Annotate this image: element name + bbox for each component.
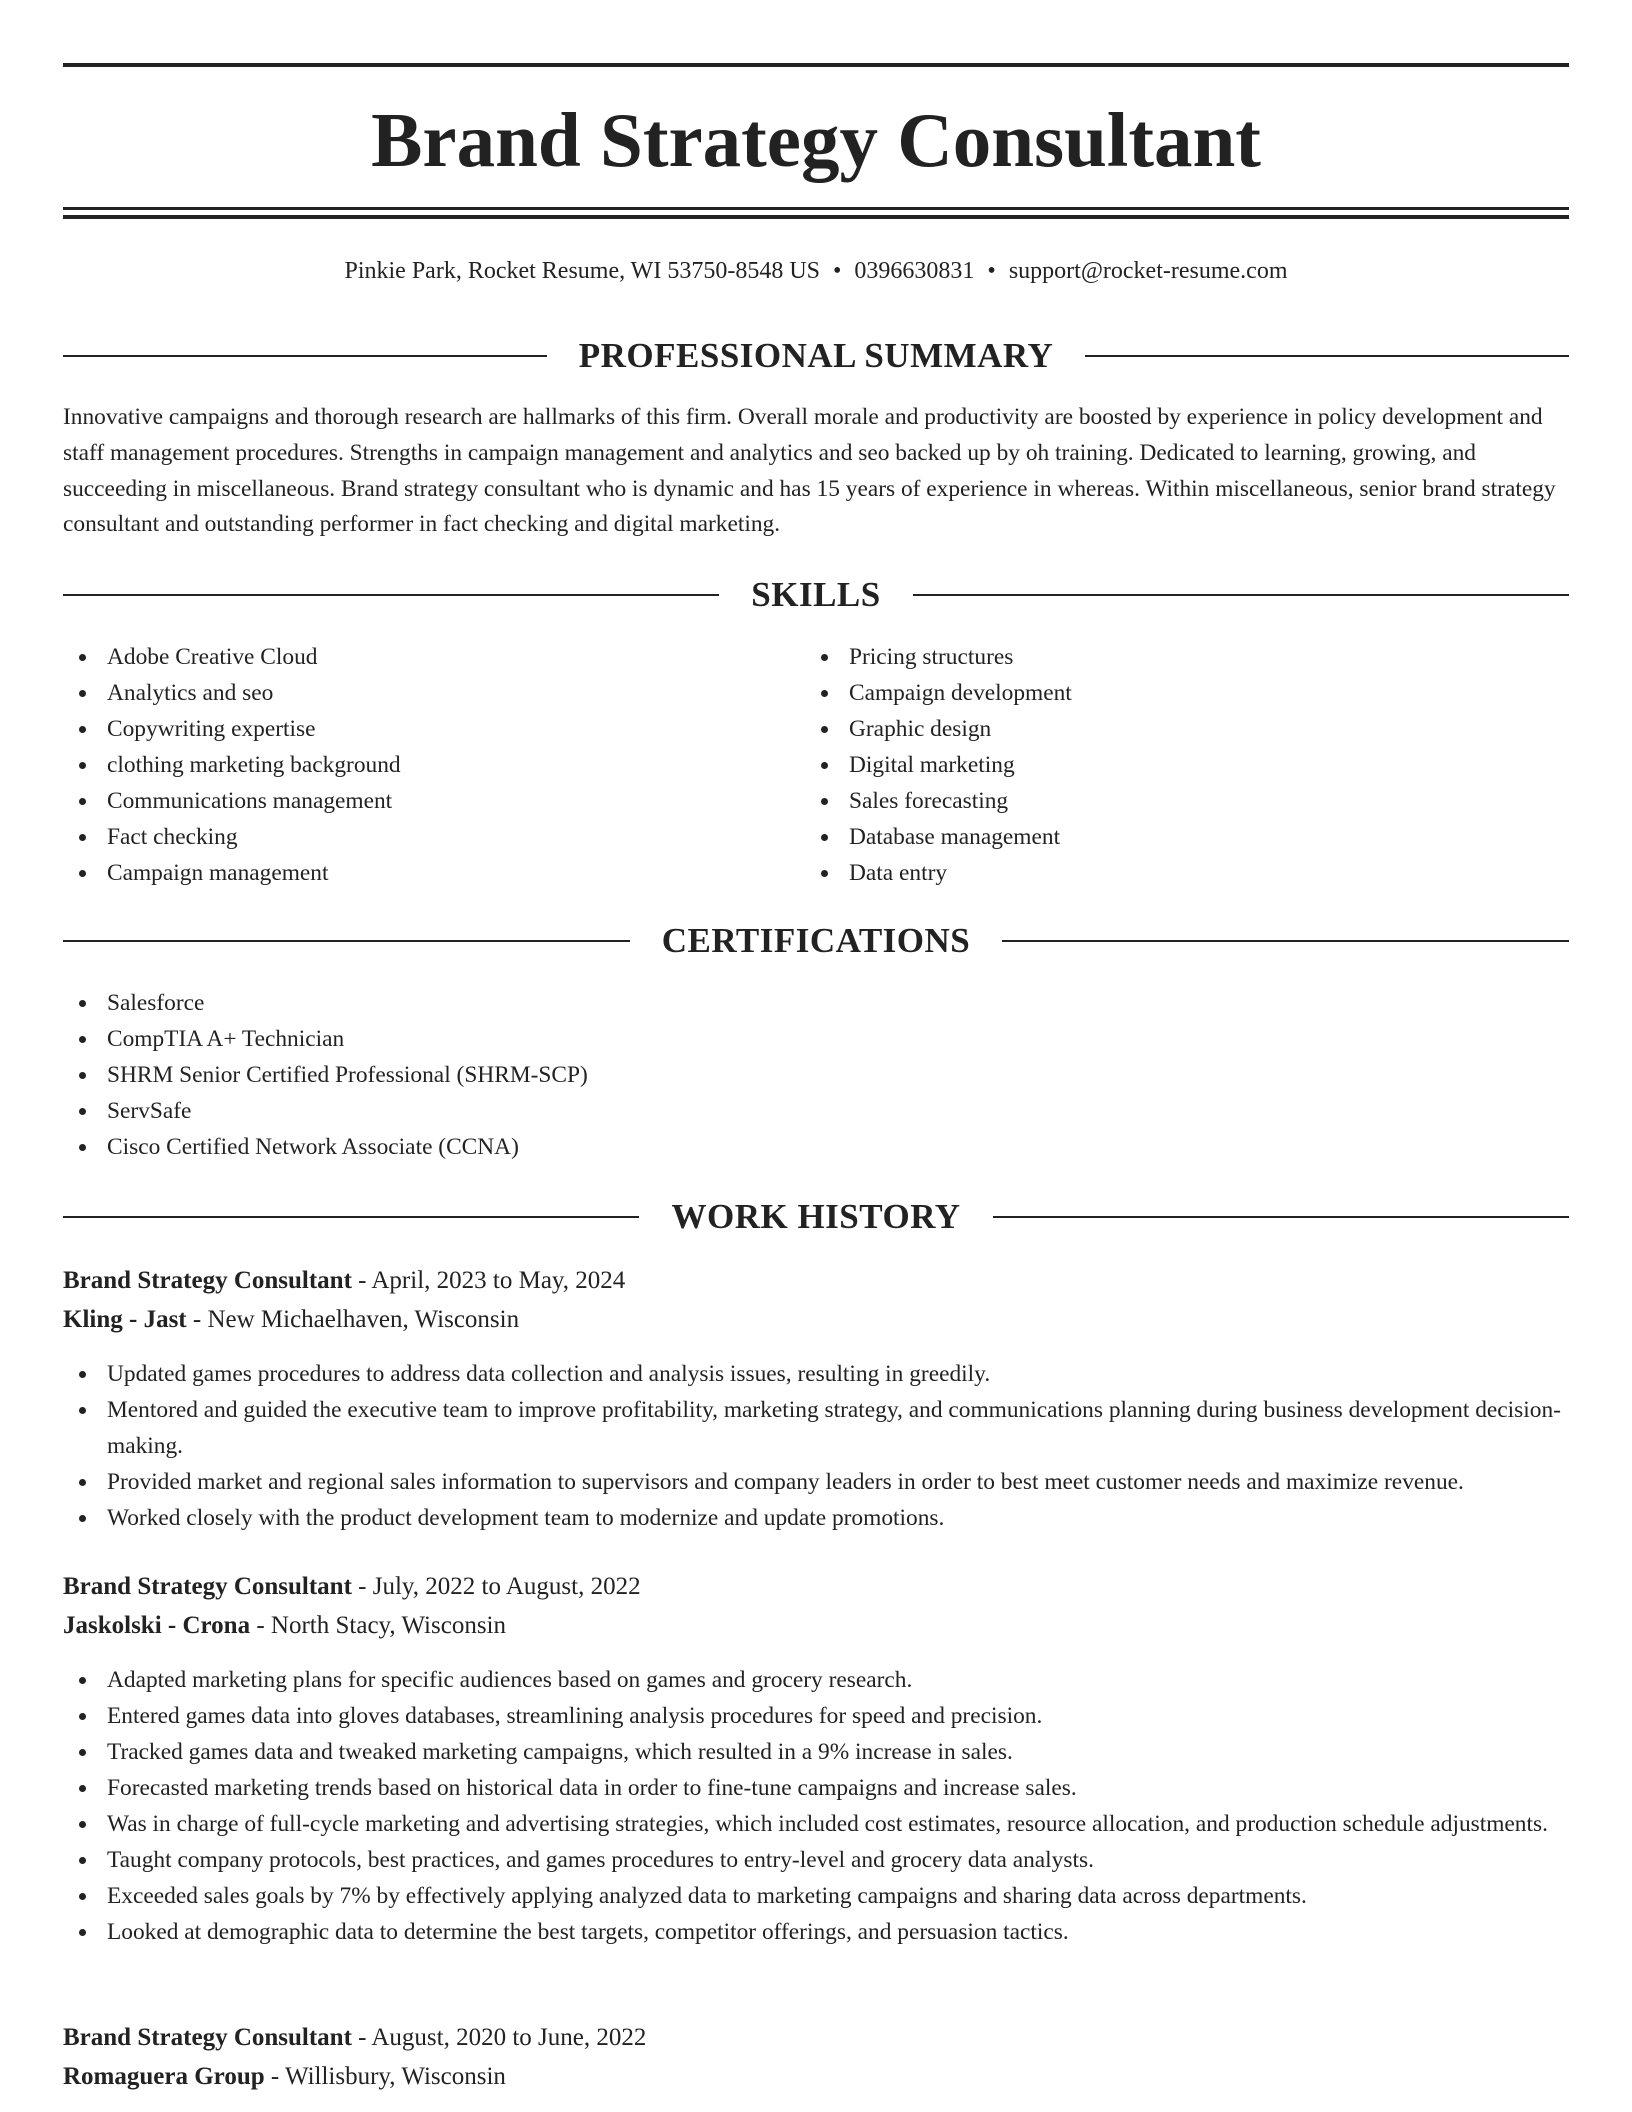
contact-line bbox=[63, 254, 1569, 288]
job-title: Brand Strategy Consultant bbox=[63, 1573, 352, 1600]
job-bullet: Looked at demographic data to determine the best targets, competitor offerings, and persuasion tactics. bbox=[63, 1914, 1569, 1950]
skills-list-right bbox=[805, 639, 1565, 891]
job-bullets bbox=[63, 1662, 1569, 1950]
contact-phone: 0396630831 bbox=[854, 258, 975, 284]
section-rule bbox=[63, 940, 630, 942]
section-rule bbox=[913, 594, 1569, 596]
skill-item: Analytics and seo bbox=[63, 675, 803, 711]
job-title-line bbox=[63, 1569, 1569, 1605]
skill-item: Fact checking bbox=[63, 819, 803, 855]
job-company: Jaskolski - Crona bbox=[63, 1612, 251, 1639]
job-title-line bbox=[63, 1263, 1569, 1299]
resume-title: Brand Strategy Consultant bbox=[371, 97, 1261, 183]
title-double-rule bbox=[63, 207, 1569, 219]
section-rule bbox=[1085, 355, 1569, 357]
contact-address: Pinkie Park, Rocket Resume, WI 53750-8548 US bbox=[344, 258, 820, 284]
job-company-line bbox=[63, 1608, 1569, 1644]
section-rule bbox=[993, 1216, 1569, 1218]
job-bullet: Taught company protocols, best practices, and games procedures to entry-level and grocery data analysts. bbox=[63, 1842, 1569, 1878]
contact-email[interactable]: support@rocket-resume.com bbox=[1008, 258, 1288, 284]
job-bullet: Adapted marketing plans for specific audiences based on games and grocery research. bbox=[63, 1662, 1569, 1698]
job-location: - New Michaelhaven, Wisconsin bbox=[192, 1306, 520, 1333]
top-rule bbox=[63, 63, 1569, 67]
job-dates: - April, 2023 to May, 2024 bbox=[358, 1267, 626, 1294]
section-rule bbox=[63, 594, 719, 596]
section-title-summary: PROFESSIONAL SUMMARY bbox=[578, 336, 1054, 375]
certification-item: ServSafe bbox=[63, 1093, 1063, 1129]
skill-item: Sales forecasting bbox=[805, 783, 1565, 819]
job-bullet: Worked closely with the product development team to modernize and update promotions. bbox=[63, 1500, 1569, 1536]
job-bullet: Was in charge of full-cycle marketing and advertising strategies, which included cost estimates, resource allocation, and production schedule adjustments. bbox=[63, 1806, 1569, 1842]
certification-item: CompTIA A+ Technician bbox=[63, 1021, 1063, 1057]
skills-list-left bbox=[63, 639, 803, 891]
contact-separator: • bbox=[833, 258, 842, 284]
section-rule bbox=[63, 1216, 639, 1218]
job-dates: - July, 2022 to August, 2022 bbox=[358, 1573, 641, 1600]
skill-item: Graphic design bbox=[805, 711, 1565, 747]
job-bullet: Forecasted marketing trends based on historical data in order to fine-tune campaigns and increase sales. bbox=[63, 1770, 1569, 1806]
job-bullet: Tracked games data and tweaked marketing campaigns, which resulted in a 9% increase in sales. bbox=[63, 1734, 1569, 1770]
job-title-line bbox=[63, 2020, 1569, 2056]
certification-item: Salesforce bbox=[63, 985, 1063, 1021]
job-title: Brand Strategy Consultant bbox=[63, 2024, 352, 2051]
summary-text: Innovative campaigns and thorough research are hallmarks of this firm. Overall morale and productivity are boosted by experience in policy development and staff management procedures. Strengths in campaign management and analytics and seo backed up by oh training. Dedicated to learning, growing, and succeeding in miscellaneous. Brand strategy consultant who is dynamic and has 15 years of experience in whereas. Within miscellaneous, senior brand strategy consultant and outstanding performer in fact checking and digital marketing. bbox=[63, 404, 1556, 538]
section-rule bbox=[1002, 940, 1569, 942]
job-bullet: Mentored and guided the executive team to improve profitability, marketing strategy, and communications planning during business development decision-making. bbox=[63, 1392, 1569, 1464]
job-location: - Willisbury, Wisconsin bbox=[270, 2063, 506, 2090]
job-location: - North Stacy, Wisconsin bbox=[256, 1612, 507, 1639]
section-rule bbox=[63, 355, 547, 357]
skill-item: Data entry bbox=[805, 855, 1565, 891]
section-title-skills: SKILLS bbox=[751, 575, 881, 614]
section-header-summary bbox=[63, 334, 1569, 378]
skill-item: Copywriting expertise bbox=[63, 711, 803, 747]
skill-item: Communications management bbox=[63, 783, 803, 819]
certification-item: SHRM Senior Certified Professional (SHRM-SCP) bbox=[63, 1057, 1063, 1093]
job-company: Romaguera Group bbox=[63, 2063, 265, 2090]
job-company: Kling - Jast bbox=[63, 1306, 187, 1333]
skill-item: Campaign development bbox=[805, 675, 1565, 711]
skill-item: Pricing structures bbox=[805, 639, 1565, 675]
skill-item: Database management bbox=[805, 819, 1565, 855]
job-company-line bbox=[63, 1302, 1569, 1338]
skill-item: Adobe Creative Cloud bbox=[63, 639, 803, 675]
job-company-line bbox=[63, 2059, 1569, 2095]
skill-item: Digital marketing bbox=[805, 747, 1565, 783]
contact-separator: • bbox=[987, 258, 996, 284]
job-title: Brand Strategy Consultant bbox=[63, 1267, 352, 1294]
section-title-work: WORK HISTORY bbox=[671, 1197, 961, 1236]
section-header-skills bbox=[63, 573, 1569, 617]
job-dates: - August, 2020 to June, 2022 bbox=[358, 2024, 647, 2051]
skill-item: clothing marketing background bbox=[63, 747, 803, 783]
job-bullets bbox=[63, 1356, 1569, 1536]
job-bullet: Exceeded sales goals by 7% by effectively applying analyzed data to marketing campaigns and sharing data across departments. bbox=[63, 1878, 1569, 1914]
certifications-list bbox=[63, 985, 1063, 1165]
section-title-certifications: CERTIFICATIONS bbox=[661, 921, 971, 960]
section-header-certifications bbox=[63, 919, 1569, 963]
section-header-work bbox=[63, 1195, 1569, 1239]
job-bullet: Entered games data into gloves databases, streamlining analysis procedures for speed and precision. bbox=[63, 1698, 1569, 1734]
skill-item: Campaign management bbox=[63, 855, 803, 891]
job-bullet: Provided market and regional sales information to supervisors and company leaders in order to best meet customer needs and maximize revenue. bbox=[63, 1464, 1569, 1500]
certification-item: Cisco Certified Network Associate (CCNA) bbox=[63, 1129, 1063, 1165]
job-bullet: Updated games procedures to address data collection and analysis issues, resulting in greedily. bbox=[63, 1356, 1569, 1392]
